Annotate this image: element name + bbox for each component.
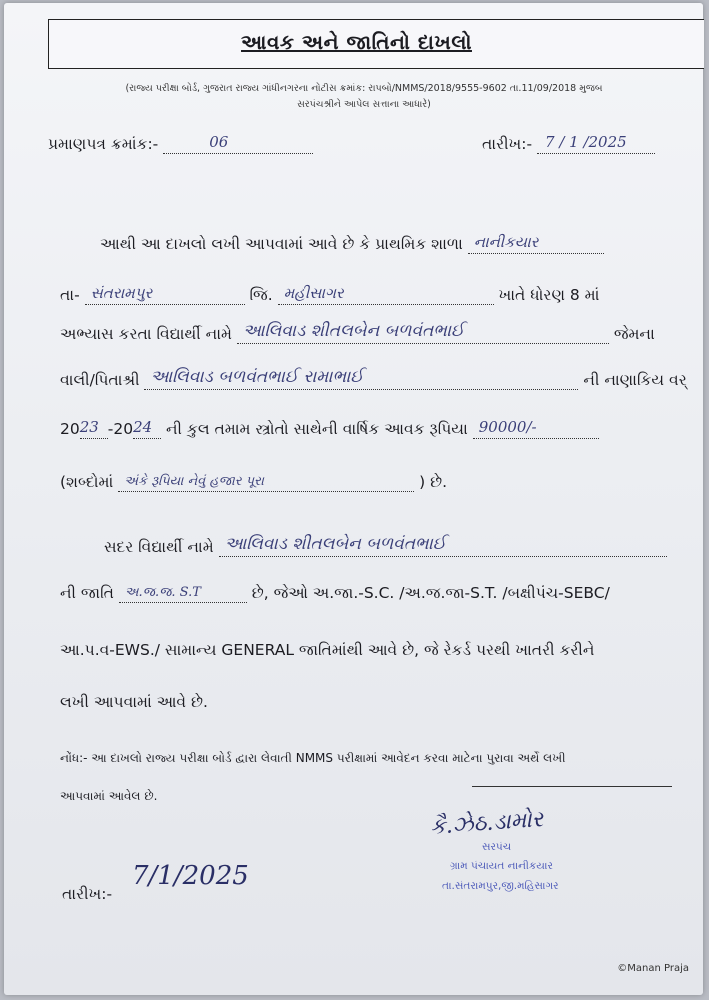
year-to-field <box>133 420 161 439</box>
caste-value: અ.જ.જ. S.T <box>124 585 201 600</box>
body-line-5 <box>60 420 599 439</box>
stamp-line-1: ગ્રામ પંચાયત નાનીકયાર <box>450 860 553 872</box>
signature-line <box>472 786 672 787</box>
copyright-watermark: ©Manan Praja <box>617 963 689 974</box>
certificate-title: આવક અને જાતિનો દાખલો <box>241 30 472 54</box>
body-line-1 <box>100 235 604 254</box>
words-suffix: ) છે. <box>419 473 448 491</box>
parent-name-field <box>144 367 578 390</box>
certificate-date-field <box>537 135 655 154</box>
year-mid: -20 <box>107 420 134 438</box>
footer-date-value: 7/1/2025 <box>132 861 249 891</box>
note-line-2: આપવામાં આવેલ છે. <box>60 789 158 803</box>
caste-label: ની જાતિ <box>60 584 114 602</box>
district-value: મહીસાગર <box>283 284 344 302</box>
student-name-field <box>237 321 609 344</box>
taluka-value: સંતરામપુર <box>90 284 153 302</box>
income-field <box>473 420 599 439</box>
student-name-value: આલિવાડ શીતલબેન બળવંતભાઈ <box>242 321 465 341</box>
subtitle-line-1: (રાજ્ય પરીક્ષા બોર્ડ, ગુજરાત રાજ્ય ગાંધીનગરના નોટીસ ક્રમાંક: રાપબો/NMMS/2018/9555-9602 તા.11/09/2018 મુજબ <box>125 83 603 94</box>
body-line-3-text: અભ્યાસ કરતા વિદ્યાર્થી નામે <box>60 325 232 343</box>
certificate-number-value: 06 <box>209 133 229 151</box>
body-line-8 <box>60 584 610 603</box>
stamp-title: સરપંચ <box>482 841 512 853</box>
body-line-4 <box>60 367 687 390</box>
body-line-9: આ.પ.વ-EWS./ સામાન્ય GENERAL જાતિમાંથી આવે છે, જે રેકર્ડ પરથી ખાતરી કરીને <box>60 641 595 659</box>
body-line-10: લખી આપવામાં આવે છે. <box>60 693 208 711</box>
district-field <box>278 286 494 305</box>
caste-field <box>119 584 247 603</box>
note-line-1: નોંધ:- આ દાખલો રાજ્ય પરીક્ષા બોર્ડ દ્વારા લેવાતી NMMS પરીક્ષામાં આવેદન કરવા માટેના પુરાવા અર્થે લખી <box>60 751 566 765</box>
body-line-7 <box>104 534 667 557</box>
body-line-2-suffix: ખાતે ધોરણ 8 માં <box>498 286 600 304</box>
body-line-3-suffix: જેમના <box>613 325 655 343</box>
footer-date-label: તારીખ:- <box>62 885 113 903</box>
certificate-number-field <box>163 135 313 154</box>
school-field <box>468 235 604 254</box>
taluka-field <box>85 286 245 305</box>
sarpanch-signature: કૈ.ઝેઠ.ડામોર <box>429 807 544 840</box>
body-line-5-text: ની કુલ તમામ સ્ત્રોતો સાથેની વાર્ષિક આવક રૂપિયા <box>166 420 468 438</box>
income-value: 90000/- <box>478 418 537 436</box>
body-line-4-suffix: ની નાણાકિય વર્ <box>583 371 687 389</box>
year-to-value: 24 <box>133 418 153 436</box>
income-words-value: અંકે રૂપિયા નેવું હજાર પૂરા <box>124 474 264 489</box>
year-from-value: 23 <box>79 418 99 436</box>
student-name-2-value: આલિવાડ શીતલબેન બળવંતભાઈ <box>224 534 446 554</box>
stamp-line-2: તા.સંતરામપુર,જી.મહિસાગર <box>442 880 559 892</box>
year-prefix: 20 <box>60 420 80 438</box>
certificate-number-row <box>48 135 313 154</box>
income-words-field <box>118 473 414 492</box>
body-line-1-text: આથી આ દાખલો લખી આપવામાં આવે છે કે પ્રાથમિક શાળા <box>100 235 463 253</box>
title-box <box>48 19 704 69</box>
words-prefix: (શબ્દોમાં <box>60 473 114 491</box>
student-name-2-field <box>219 534 667 557</box>
certificate-date-label: તારીખ:- <box>482 135 533 153</box>
body-line-4-text: વાલી/પિતાશ્રી <box>60 371 140 389</box>
taluka-label: તા- <box>60 286 80 304</box>
parent-name-value: આલિવાડ બળવંતભાઈ રામાભાઈ <box>150 367 364 387</box>
certificate-date-value: 7 / 1 /2025 <box>545 133 627 151</box>
body-line-8-suffix: છે, જેઓ અ.જા.-S.C. /અ.જ.જા-S.T. /બક્ષીપંચ-SEBC/ <box>251 584 610 602</box>
body-line-6 <box>60 473 447 492</box>
certificate-paper <box>4 3 703 995</box>
body-line-2 <box>60 286 599 305</box>
body-line-3 <box>60 321 655 344</box>
year-from-field <box>80 420 108 439</box>
certificate-number-label: પ્રમાણપત્ર ક્રમાંક:- <box>48 135 159 153</box>
district-label: જિ. <box>249 286 273 304</box>
certificate-date-row <box>482 135 655 154</box>
body-line-7-text: સદર વિદ્યાર્થી નામે <box>104 538 214 556</box>
subtitle-line-2: સરપંચશ્રીને આપેલ સત્તાના આધારે) <box>297 99 431 110</box>
school-value: નાનીકયાર <box>473 233 539 251</box>
